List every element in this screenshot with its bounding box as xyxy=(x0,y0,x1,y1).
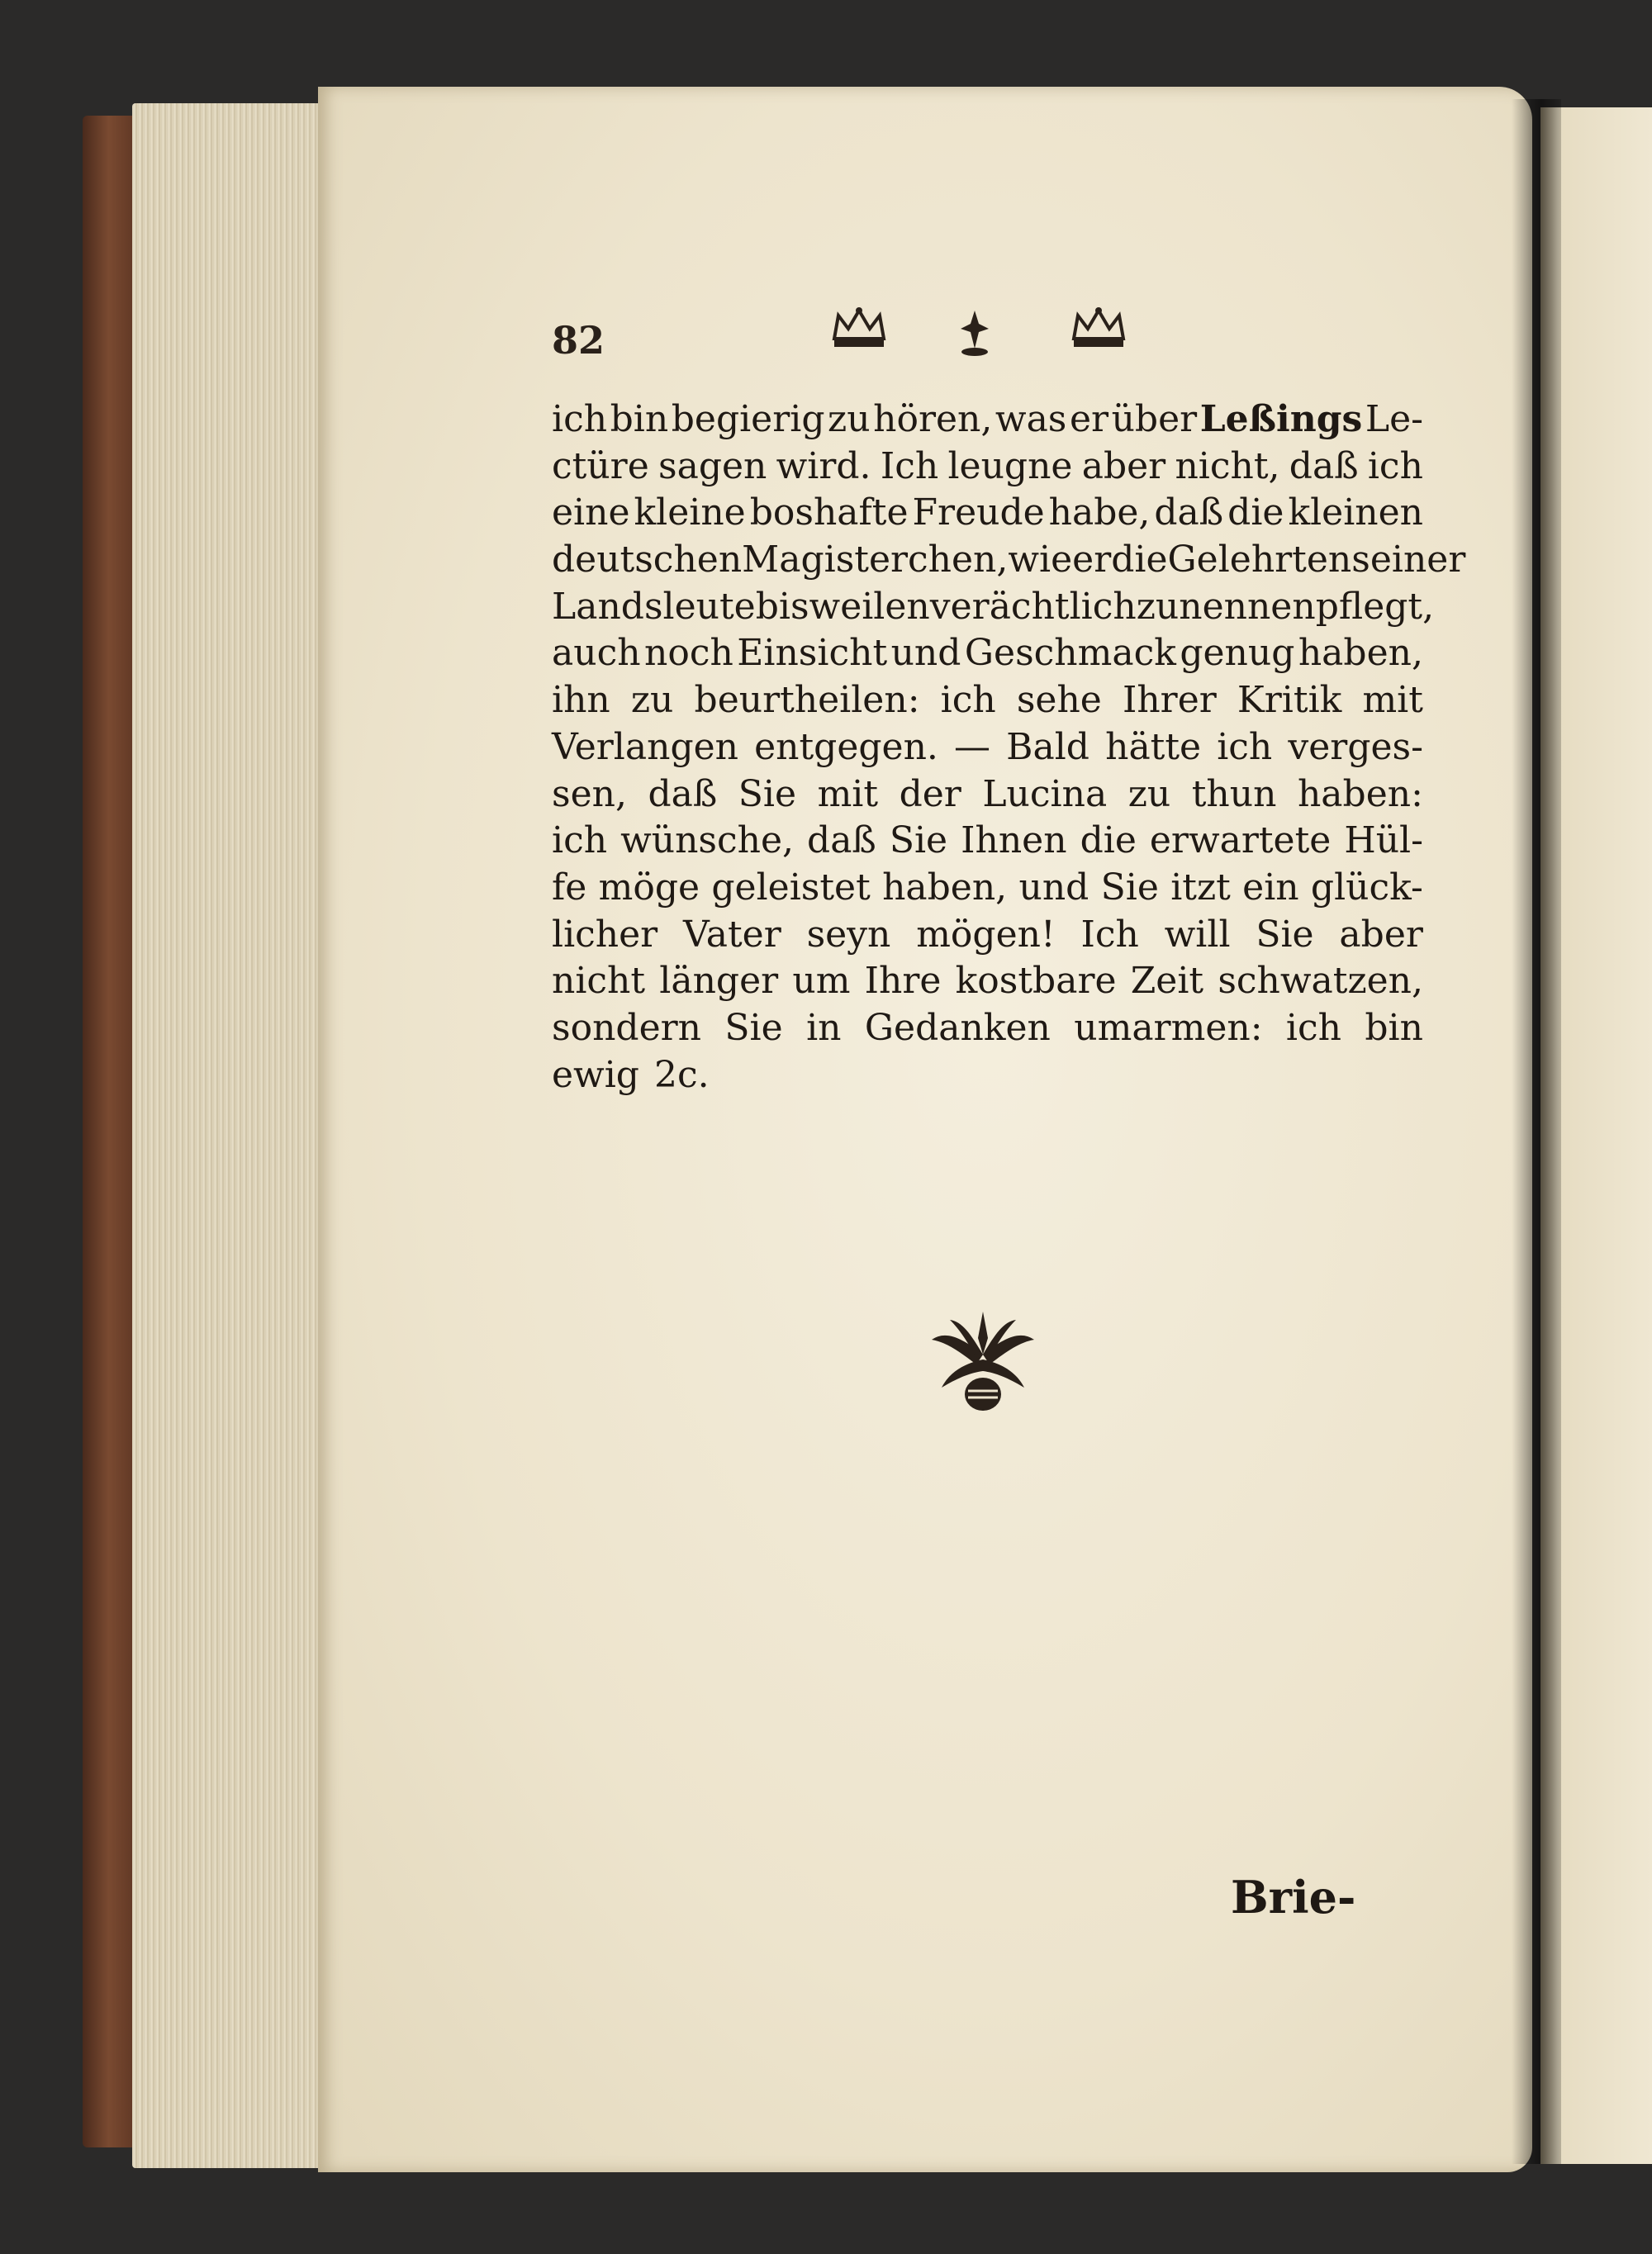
text-word: ich xyxy=(1367,444,1423,487)
text-word: nicht, xyxy=(1175,444,1280,487)
text-word: ich xyxy=(1285,1006,1341,1049)
text-line xyxy=(552,1052,1423,1099)
text-word: sagen xyxy=(658,444,767,487)
text-line xyxy=(552,818,1423,865)
text-line xyxy=(552,771,1423,819)
gutter-shadow xyxy=(1512,99,1561,2164)
text-word: Freude xyxy=(912,491,1045,534)
text-line xyxy=(552,912,1423,959)
text-word: licher xyxy=(552,913,658,956)
text-word: haben, xyxy=(882,866,1008,909)
text-word: — xyxy=(954,725,991,768)
text-word: ich xyxy=(552,819,608,862)
text-word: hören, xyxy=(873,398,993,440)
text-word: bin xyxy=(1365,1006,1423,1049)
text-word: Leßings xyxy=(1199,398,1363,440)
text-word: seiner xyxy=(1351,539,1466,581)
text-word: um xyxy=(792,960,851,1003)
text-word: nennen xyxy=(1179,585,1316,628)
text-word: der xyxy=(899,772,961,815)
text-word: haben: xyxy=(1297,772,1423,815)
text-word: seyn xyxy=(806,913,891,956)
text-word: itzt xyxy=(1170,866,1231,909)
text-word: daß xyxy=(1154,491,1224,534)
text-word: erwartete xyxy=(1149,819,1332,862)
text-word: schwatzen, xyxy=(1218,960,1423,1003)
text-word: genug xyxy=(1180,632,1295,675)
text-word: was xyxy=(995,398,1067,440)
text-word: daß xyxy=(1289,444,1359,487)
text-word: wird. xyxy=(776,444,871,487)
text-line xyxy=(552,444,1423,491)
text-word: entgegen. xyxy=(754,725,938,768)
text-line xyxy=(552,630,1423,677)
text-word: sondern xyxy=(552,1006,701,1049)
text-word: Sie xyxy=(738,772,797,815)
text-word: Gelehrten xyxy=(1167,539,1352,581)
text-line xyxy=(552,396,1423,444)
text-word: ich xyxy=(552,398,608,440)
text-word: zu xyxy=(828,398,871,440)
text-word: wünsche, xyxy=(620,819,795,862)
text-word: und xyxy=(890,632,961,675)
text-word: verges- xyxy=(1288,725,1423,768)
text-word: daß xyxy=(648,772,718,815)
text-word: Sie xyxy=(724,1006,783,1049)
text-word: ich xyxy=(940,679,996,722)
text-word: die xyxy=(1227,491,1284,534)
text-word: Lucina xyxy=(982,772,1108,815)
text-word: Ihrer xyxy=(1122,679,1217,722)
text-word: pflegt, xyxy=(1315,585,1435,628)
page-number: 82 xyxy=(552,318,605,363)
text-line xyxy=(552,724,1423,771)
text-line xyxy=(552,1005,1423,1052)
text-word: ihn xyxy=(552,679,610,722)
text-line xyxy=(552,584,1435,631)
text-word: ctüre xyxy=(552,444,649,487)
crown-icon xyxy=(1070,306,1127,351)
text-word: mit xyxy=(817,772,879,815)
text-word: Gedanken xyxy=(864,1006,1051,1049)
page-block-edge xyxy=(132,103,322,2168)
text-word: mit xyxy=(1362,679,1423,722)
text-word: bin xyxy=(610,398,669,440)
text-word: Geschmack xyxy=(964,632,1176,675)
text-word: er xyxy=(1069,398,1109,440)
text-word: ein xyxy=(1242,866,1299,909)
text-word: daß xyxy=(807,819,876,862)
text-word: Vater xyxy=(683,913,781,956)
text-word: umarmen: xyxy=(1074,1006,1263,1049)
catchword: Brie- xyxy=(1231,1871,1356,1924)
text-word: Sie xyxy=(889,819,948,862)
text-word: hätte xyxy=(1105,725,1202,768)
text-line xyxy=(552,490,1423,537)
text-word: zu xyxy=(630,679,674,722)
text-word: 2c. xyxy=(653,1053,710,1096)
text-word: Ihnen xyxy=(961,819,1067,862)
text-word: Verlangen xyxy=(552,725,738,768)
text-word: boshafte xyxy=(749,491,909,534)
text-word: Le- xyxy=(1365,398,1423,440)
text-word: kostbare xyxy=(955,960,1117,1003)
text-word: Kritik xyxy=(1237,679,1342,722)
text-word: Hül- xyxy=(1344,819,1423,862)
text-word: begierig xyxy=(671,398,825,440)
text-word: wie xyxy=(1008,539,1073,581)
text-word: sen, xyxy=(552,772,627,815)
text-word: verächtlich xyxy=(929,585,1137,628)
fleur-icon xyxy=(954,307,995,357)
text-word: ewig xyxy=(552,1053,639,1096)
text-word: habe, xyxy=(1048,491,1151,534)
text-line xyxy=(552,958,1423,1005)
text-word: er xyxy=(1072,539,1112,581)
text-word: ich xyxy=(1217,725,1273,768)
text-word: sehe xyxy=(1016,679,1102,722)
text-line xyxy=(552,537,1466,584)
text-word: in xyxy=(806,1006,842,1049)
text-word: Bald xyxy=(1006,725,1089,768)
text-word: die xyxy=(1080,819,1137,862)
text-word: Magisterchen, xyxy=(742,539,1009,581)
text-line xyxy=(552,865,1423,912)
text-word: nicht xyxy=(552,960,646,1003)
text-word: auch xyxy=(552,632,641,675)
text-word: leugne xyxy=(947,444,1073,487)
text-word: die xyxy=(1111,539,1168,581)
text-word: über xyxy=(1111,398,1198,440)
text-word: kleinen xyxy=(1288,491,1423,534)
text-word: Ich xyxy=(1080,913,1139,956)
text-word: länger xyxy=(659,960,779,1003)
text-word: glück- xyxy=(1310,866,1423,909)
text-word: deutschen xyxy=(552,539,743,581)
text-word: Ich xyxy=(880,444,939,487)
text-word: Einsicht xyxy=(737,632,888,675)
text-word: noch xyxy=(644,632,733,675)
text-word: kleine xyxy=(634,491,746,534)
text-word: fe xyxy=(552,866,587,909)
text-word: haben, xyxy=(1298,632,1423,675)
text-word: will xyxy=(1164,913,1231,956)
text-word: und xyxy=(1018,866,1089,909)
text-word: geleistet xyxy=(711,866,871,909)
fleuron-ornament-icon xyxy=(925,1305,1041,1424)
text-word: beurtheilen: xyxy=(694,679,920,722)
text-line xyxy=(552,677,1423,724)
text-word: Sie xyxy=(1256,913,1314,956)
text-word: eine xyxy=(552,491,630,534)
text-word: Zeit xyxy=(1130,960,1204,1003)
text-word: bisweilen xyxy=(755,585,930,628)
text-word: aber xyxy=(1339,913,1423,956)
crown-icon xyxy=(830,306,888,351)
text-word: aber xyxy=(1081,444,1166,487)
text-word: thun xyxy=(1191,772,1277,815)
text-word: Landsleute xyxy=(552,585,756,628)
text-word: Ihre xyxy=(864,960,942,1003)
text-word: möge xyxy=(598,866,700,909)
body-text xyxy=(552,396,1466,1099)
text-word: Sie xyxy=(1100,866,1159,909)
text-word: mögen! xyxy=(916,913,1056,956)
text-word: zu xyxy=(1136,585,1180,628)
text-word: zu xyxy=(1127,772,1171,815)
